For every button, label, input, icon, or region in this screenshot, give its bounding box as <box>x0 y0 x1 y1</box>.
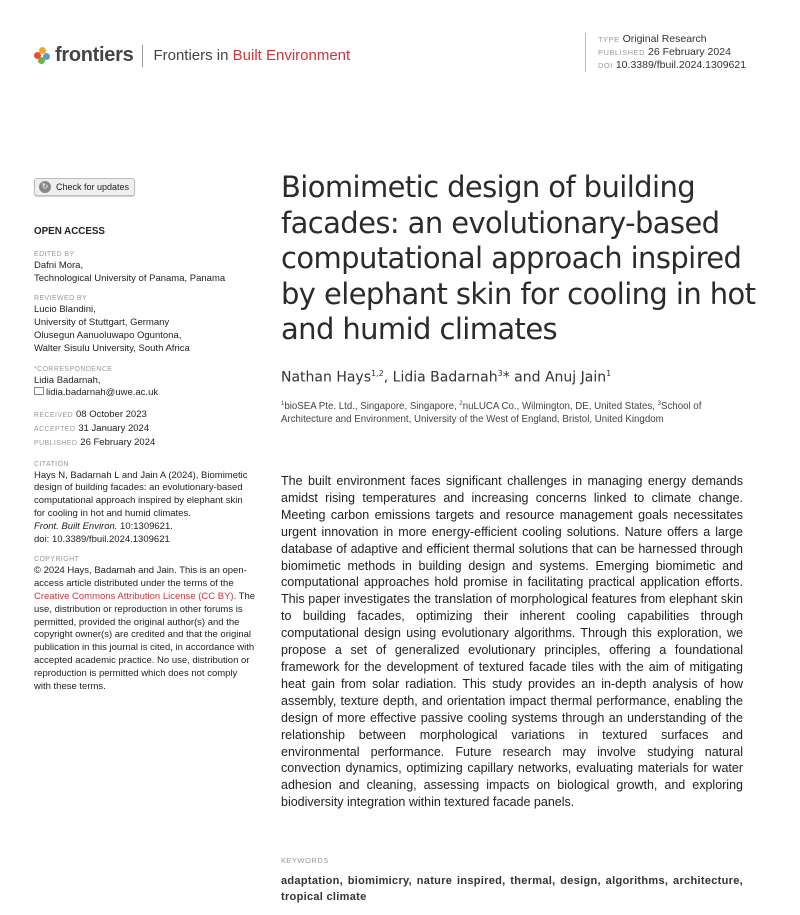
doi-link[interactable]: 10.3389/fbuil.2024.1309621 <box>615 59 747 71</box>
citation-doi: doi: 10.3389/fbuil.2024.1309621 <box>34 533 170 545</box>
received-date: 08 October 2023 <box>76 409 147 421</box>
reviewed-by-block <box>34 294 256 355</box>
copyright-text <box>34 565 256 693</box>
refresh-icon: ↻ <box>39 181 51 193</box>
reviewer-name: Lucio Blandini, <box>34 304 96 316</box>
dates-block <box>34 409 256 450</box>
correspondent-name: Lidia Badarnah, <box>34 374 101 386</box>
copyright-pre: © 2024 Hays, Badarnah and Jain. This is an open-access article distributed under the terms of the <box>34 565 247 590</box>
citation-journal: Front. Built Environ. <box>34 520 118 532</box>
reviewer-name: Olusegun Aanuoluwapo Oguntona, <box>34 329 182 341</box>
accepted-label: ACCEPTED <box>34 425 76 433</box>
article-title: Biomimetic design of building facades: an evolutionary-based computational approach inspired by elephant skin for cooling in hot and humid climates <box>281 170 756 346</box>
citation-label: CITATION <box>34 460 69 468</box>
type-label: TYPE <box>598 35 620 44</box>
header-divider <box>142 45 143 67</box>
article-meta <box>585 33 746 72</box>
affiliation-text: nuLUCA Co., Wilmington, DE, United States, <box>462 401 658 413</box>
journal-prefix: Frontiers in <box>153 47 233 64</box>
journal-accent: Built Environment <box>232 47 351 64</box>
affiliation-text: School of Architecture and Environment, University of the West of England, Bristol, United Kingdom <box>281 401 702 426</box>
edited-by-label: EDITED BY <box>34 250 75 258</box>
frontiers-logo-icon <box>34 47 50 65</box>
brand-name[interactable]: frontiers <box>55 44 134 66</box>
received-label: RECEIVED <box>34 412 73 420</box>
cc-license-link[interactable]: Creative Commons Attribution License (CC BY) <box>34 590 234 602</box>
author-affil-sup: 1 <box>606 369 612 378</box>
check-updates-label: Check for updates <box>56 182 130 192</box>
mail-icon <box>34 387 44 395</box>
citation-block <box>34 460 256 547</box>
author-conjunction: and <box>509 369 545 386</box>
published-date: 26 February 2024 <box>80 436 156 448</box>
author-name[interactable]: Nathan Hays <box>281 369 372 386</box>
copyright-label: COPYRIGHT <box>34 556 80 564</box>
reviewer-affiliation: University of Stuttgart, Germany <box>34 317 170 329</box>
citation-volume: 10:1309621. <box>117 520 173 532</box>
type-value: Original Research <box>622 33 707 45</box>
affil-sup: 3 <box>657 401 661 407</box>
correspondence-block <box>34 365 256 401</box>
correspondent-email-link[interactable]: lidia.badarnah@uwe.ac.uk <box>46 387 159 399</box>
abstract: The built environment faces significant challenges in managing energy demands amidst rising temperatures and increasing concerns linked to climate change. Meeting carbon emissions targets and resource management goals necessitates urgent innovation in more energy-efficient cooling solutions. Nature offers a large database of adaptive and efficient thermal solutions that can be harnessed through biomimetic methods in building design and systems. Emerging biomimetic and computational approaches hold promise in facilitating practical application efforts. This paper investigates the translation of morphological features from elephant skin to building facades, optimizing their inherent cooling capabilities through computational design using evolutionary algorithms. Through this exploration, we propose a set of generalized evolutionary principles, offering a foundational framework for the development of textured facade tiles with the aim of mitigating heat gain from solar radiation. This study provides an in-depth analysis of how assembly, texture depth, and orientation impact thermal performance, enabling the design of more effective passive cooling systems through an understanding of the relationship between morphological variations in textured surfaces and environmental performance. Future research may involve studying natural convection dynamics, optimizing capillary networks, evaluating materials for water adhesion and cleaning, assessing impacts on biological growth, and exploring biodiversity integration within textured facade panels. <box>281 474 743 810</box>
reviewed-by-label: REVIEWED BY <box>34 295 88 303</box>
author-affil-sup: 3 <box>497 369 503 378</box>
citation-text: Hays N, Badarnah L and Jain A (2024), Biomimetic design of building facades: an evolutionary-based computational approach inspired by elephant skin for cooling in hot and humid climates. <box>34 469 248 519</box>
keywords-label: KEYWORDS <box>281 856 329 865</box>
published-label: PUBLISHED <box>598 48 646 57</box>
journal-header <box>34 44 350 67</box>
author-name[interactable]: Lidia Badarnah <box>392 369 498 386</box>
author-name[interactable]: Anuj Jain <box>544 369 607 386</box>
affiliations <box>281 398 751 426</box>
edited-by-block <box>34 250 256 286</box>
published-label: PUBLISHED <box>34 439 78 447</box>
accepted-date: 31 January 2024 <box>78 422 150 434</box>
doi-label: DOI <box>598 61 613 70</box>
copyright-post: . The use, distribution or reproduction in other forums is permitted, provided the original author(s) and the copyright owner(s) are credited and that the original publication in this journal is cited, in accordance with accepted academic practice. No use, distribution or reproduction is permitted which does not comply with these terms. <box>34 590 256 692</box>
editor-name: Dafni Mora, <box>34 259 84 271</box>
corresponding-mark: * <box>502 369 510 386</box>
reviewer-affiliation: Walter Sisulu University, South Africa <box>34 342 190 354</box>
article-sidebar <box>34 226 256 702</box>
author-affil-sup: 1,2 <box>371 369 384 378</box>
published-value: 26 February 2024 <box>648 46 731 58</box>
author-list: Nathan Hays$^{1,2}$, Lidia Badarnah$^3$* and Anuj Jain$^1$ <box>281 369 612 386</box>
check-for-updates-button[interactable] <box>34 178 135 196</box>
open-access-label: OPEN ACCESS <box>34 226 105 237</box>
keywords: adaptation, biomimicry, nature inspired, thermal, design, algorithms, architecture, tropical climate <box>281 875 743 903</box>
affil-sup: 1 <box>281 401 285 407</box>
correspondence-label: *CORRESPONDENCE <box>34 365 113 373</box>
journal-name[interactable] <box>153 47 350 64</box>
affiliation-text: bioSEA Pte. Ltd., Singapore, Singapore, <box>284 401 460 413</box>
affil-sup: 2 <box>459 401 463 407</box>
copyright-block <box>34 555 256 693</box>
editor-affiliation: Technological University of Panama, Panama <box>34 272 226 284</box>
